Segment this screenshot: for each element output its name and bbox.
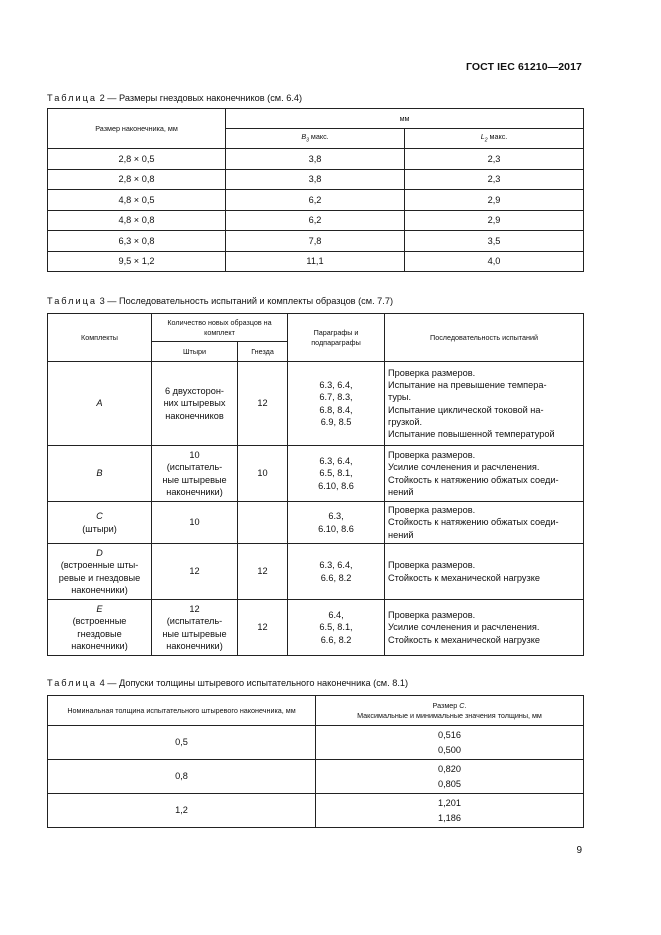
table3-label: Таблица [47,296,98,306]
sequence-line: нений [388,529,414,540]
table-row [48,760,584,794]
set-letter: A [96,398,103,409]
table4-cell-values [316,760,584,794]
pins-line: наконечников [165,410,224,421]
pins-line: ные штыревые [162,474,227,485]
pins-line: 12 [189,566,200,577]
paragraph-line: 6.9, 8.5 [320,416,352,427]
table2-cell-l2: 2,3 [405,169,584,190]
table4 [47,695,584,828]
paragraph-line: 6.4, [328,610,344,621]
table3-cell-sockets: 12 [238,362,288,446]
table2-number: 2 [99,93,105,103]
table3-cell-pins [152,446,238,502]
table3-header-sequence: Последовательность испытаний [385,314,584,362]
paragraph-line: 6.3, 6.4, [319,380,353,391]
table4-cell-nominal: 0,8 [48,760,316,794]
set-letter: C [96,511,103,522]
table3-cell-set [48,446,152,502]
paragraph-line: 6.10, 8.6 [318,523,354,534]
sequence-line: Проверка размеров. [388,560,476,571]
pins-line: 12 [189,604,200,615]
table2-label: Таблица [47,93,98,103]
table2-cell-l2: 2,3 [405,149,584,170]
table2-cell-b3: 6,2 [226,210,405,231]
table3-caption [47,296,393,306]
table2-cell-b3: 7,8 [226,231,405,252]
sequence-line: Испытание на превышение темпера- [388,380,547,391]
thickness-max: 0,516 [438,729,461,740]
table2-caption [47,93,302,103]
set-description: ревые и гнездовые [58,572,141,583]
paragraph-line: 6.6, 8.2 [320,634,352,645]
pins-line: наконечники) [166,640,223,651]
table3 [47,313,584,656]
thickness-max: 1,201 [438,797,461,808]
table2-cell-l2: 4,0 [405,251,584,272]
table-row [48,726,584,760]
paragraph-line: 6.3, [328,511,344,522]
table3-cell-paragraphs [288,446,385,502]
sequence-line: Проверка размеров. [388,450,476,461]
page-number: 9 [576,845,582,856]
sequence-line: туры. [388,392,412,403]
thickness-min: 0,500 [438,744,461,755]
sequence-line: грузкой. [388,416,423,427]
table2-cell-size: 9,5 × 1,2 [48,251,226,272]
pins-line: 10 [189,450,200,461]
table2-cell-size: 4,8 × 0,8 [48,210,226,231]
paragraph-line: 6.10, 8.6 [318,480,354,491]
table2-cell-l2: 2,9 [405,210,584,231]
table2-cell-size: 2,8 × 0,8 [48,169,226,190]
table2-cell-b3: 6,2 [226,190,405,211]
table3-cell-sockets: 12 [238,544,288,600]
table-row [48,231,584,252]
paragraph-line: 6.6, 8.2 [320,572,352,583]
table3-cell-sequence [385,544,584,600]
sequence-line: Стойкость к натяжению обжатых соеди- [388,474,559,485]
table3-cell-pins [152,362,238,446]
table3-header-new-samples: Количество новых образцов на комплект [152,314,288,342]
sequence-line: нений [388,486,414,497]
paragraph-line: 6.3, 6.4, [319,560,353,571]
pins-line: (испытатель- [166,462,223,473]
table3-cell-pins [152,600,238,656]
set-letter: E [96,604,103,615]
sequence-line: Стойкость к натяжению обжатых соеди- [388,517,559,528]
table3-cell-set [48,362,152,446]
paragraph-line: 6.7, 8.3, [319,392,353,403]
table4-cell-nominal: 1,2 [48,794,316,828]
sequence-line: Усилие сочленения и расчленения. [388,462,540,473]
pins-line: 10 [189,517,200,528]
set-description: (встроенные [72,616,127,627]
table3-cell-sequence [385,446,584,502]
table2-cell-b3: 11,1 [226,251,405,272]
table-row [48,251,584,272]
pins-line: (испытатель- [166,616,223,627]
table3-cell-paragraphs [288,600,385,656]
table4-number: 4 [99,678,105,688]
table3-cell-sockets: 12 [238,600,288,656]
table3-number: 3 [99,296,105,306]
table3-cell-sequence [385,502,584,544]
thickness-max: 0,820 [438,763,461,774]
thickness-min: 0,805 [438,778,461,789]
paragraph-line: 6.8, 8.4, [319,404,353,415]
sequence-line: Усилие сочленения и расчленения. [388,622,540,633]
sequence-line: Испытание повышенной температурой [388,428,555,439]
sequence-line: Стойкость к механической нагрузке [388,634,540,645]
sequence-line: Испытание циклической токовой на- [388,404,544,415]
table3-title: — Последовательность испытаний и комплекты образцов (см. 7.7) [107,296,394,306]
table3-cell-paragraphs [288,362,385,446]
table2-cell-size: 2,8 × 0,5 [48,149,226,170]
table3-cell-paragraphs [288,502,385,544]
table3-cell-pins [152,544,238,600]
table4-title: — Допуски толщины штыревого испытательного наконечника (см. 8.1) [107,678,409,688]
table3-header-paragraphs: Параграфы и подпараграфы [288,314,385,362]
table3-cell-set [48,600,152,656]
table2-cell-b3: 3,8 [226,149,405,170]
table-row [48,210,584,231]
table2 [47,108,584,272]
paragraph-line: 6.5, 8.1, [319,622,353,633]
set-description: гнездовые [77,628,122,639]
table2-cell-b3: 3,8 [226,169,405,190]
table-row [48,149,584,170]
sequence-line: Стойкость к механической нагрузке [388,572,540,583]
table2-cell-l2: 3,5 [405,231,584,252]
paragraph-line: 6.5, 8.1, [319,468,353,479]
table3-cell-sequence [385,600,584,656]
table3-header-sets: Комплекты [48,314,152,362]
table-row [48,502,584,544]
table2-title: — Размеры гнездовых наконечников (см. 6.4) [107,93,303,103]
table3-cell-sequence [385,362,584,446]
table2-header-size: Размер наконечника, мм [48,109,226,149]
table4-cell-values [316,726,584,760]
set-letter: B [96,468,103,479]
table2-header-unit: мм [226,109,584,129]
pins-line: ные штыревые [162,628,227,639]
document-code: ГОСТ IEC 61210—2017 [465,61,582,73]
table3-cell-set [48,502,152,544]
pins-line: 6 двухсторон- [165,386,224,397]
table3-cell-set [48,544,152,600]
pins-line: них штыревых [163,398,226,409]
table3-cell-pins [152,502,238,544]
set-description: наконечники) [71,640,128,651]
sequence-line: Проверка размеров. [388,610,476,621]
table3-cell-sockets [238,502,288,544]
table2-cell-l2: 2,9 [405,190,584,211]
sequence-line: Проверка размеров. [388,505,476,516]
table4-label: Таблица [47,678,98,688]
table-row [48,362,584,446]
table4-cell-nominal: 0,5 [48,726,316,760]
table-row [48,794,584,828]
set-letter: D [96,548,103,559]
table2-header-l2: $L_2$ макс. [405,129,584,149]
set-description: наконечники) [71,584,128,595]
table3-header-sockets: Гнезда [238,342,288,362]
table3-cell-paragraphs [288,544,385,600]
table3-header-pins: Штыри [152,342,238,362]
table-row [48,544,584,600]
table4-header-size-c: Размер C. Максимальные и минимальные значения толщины, мм [316,696,584,726]
sequence-line: Проверка размеров. [388,367,476,378]
paragraph-line: 6.3, 6.4, [319,456,353,467]
set-description: (встроенные шты- [60,560,139,571]
table-row [48,446,584,502]
table2-header-b3: $B_3$ макс. [226,129,405,149]
thickness-min: 1,186 [438,812,461,823]
table-row [48,190,584,211]
table-row [48,169,584,190]
table2-cell-size: 6,3 × 0,8 [48,231,226,252]
table4-cell-values [316,794,584,828]
set-description: (штыри) [82,523,117,534]
pins-line: наконечники) [166,486,223,497]
table-row [48,600,584,656]
table2-cell-size: 4,8 × 0,5 [48,190,226,211]
table4-caption [47,678,408,688]
table3-cell-sockets: 10 [238,446,288,502]
table4-header-nominal: Номинальная толщина испытательного штыревого наконечника, мм [48,696,316,726]
